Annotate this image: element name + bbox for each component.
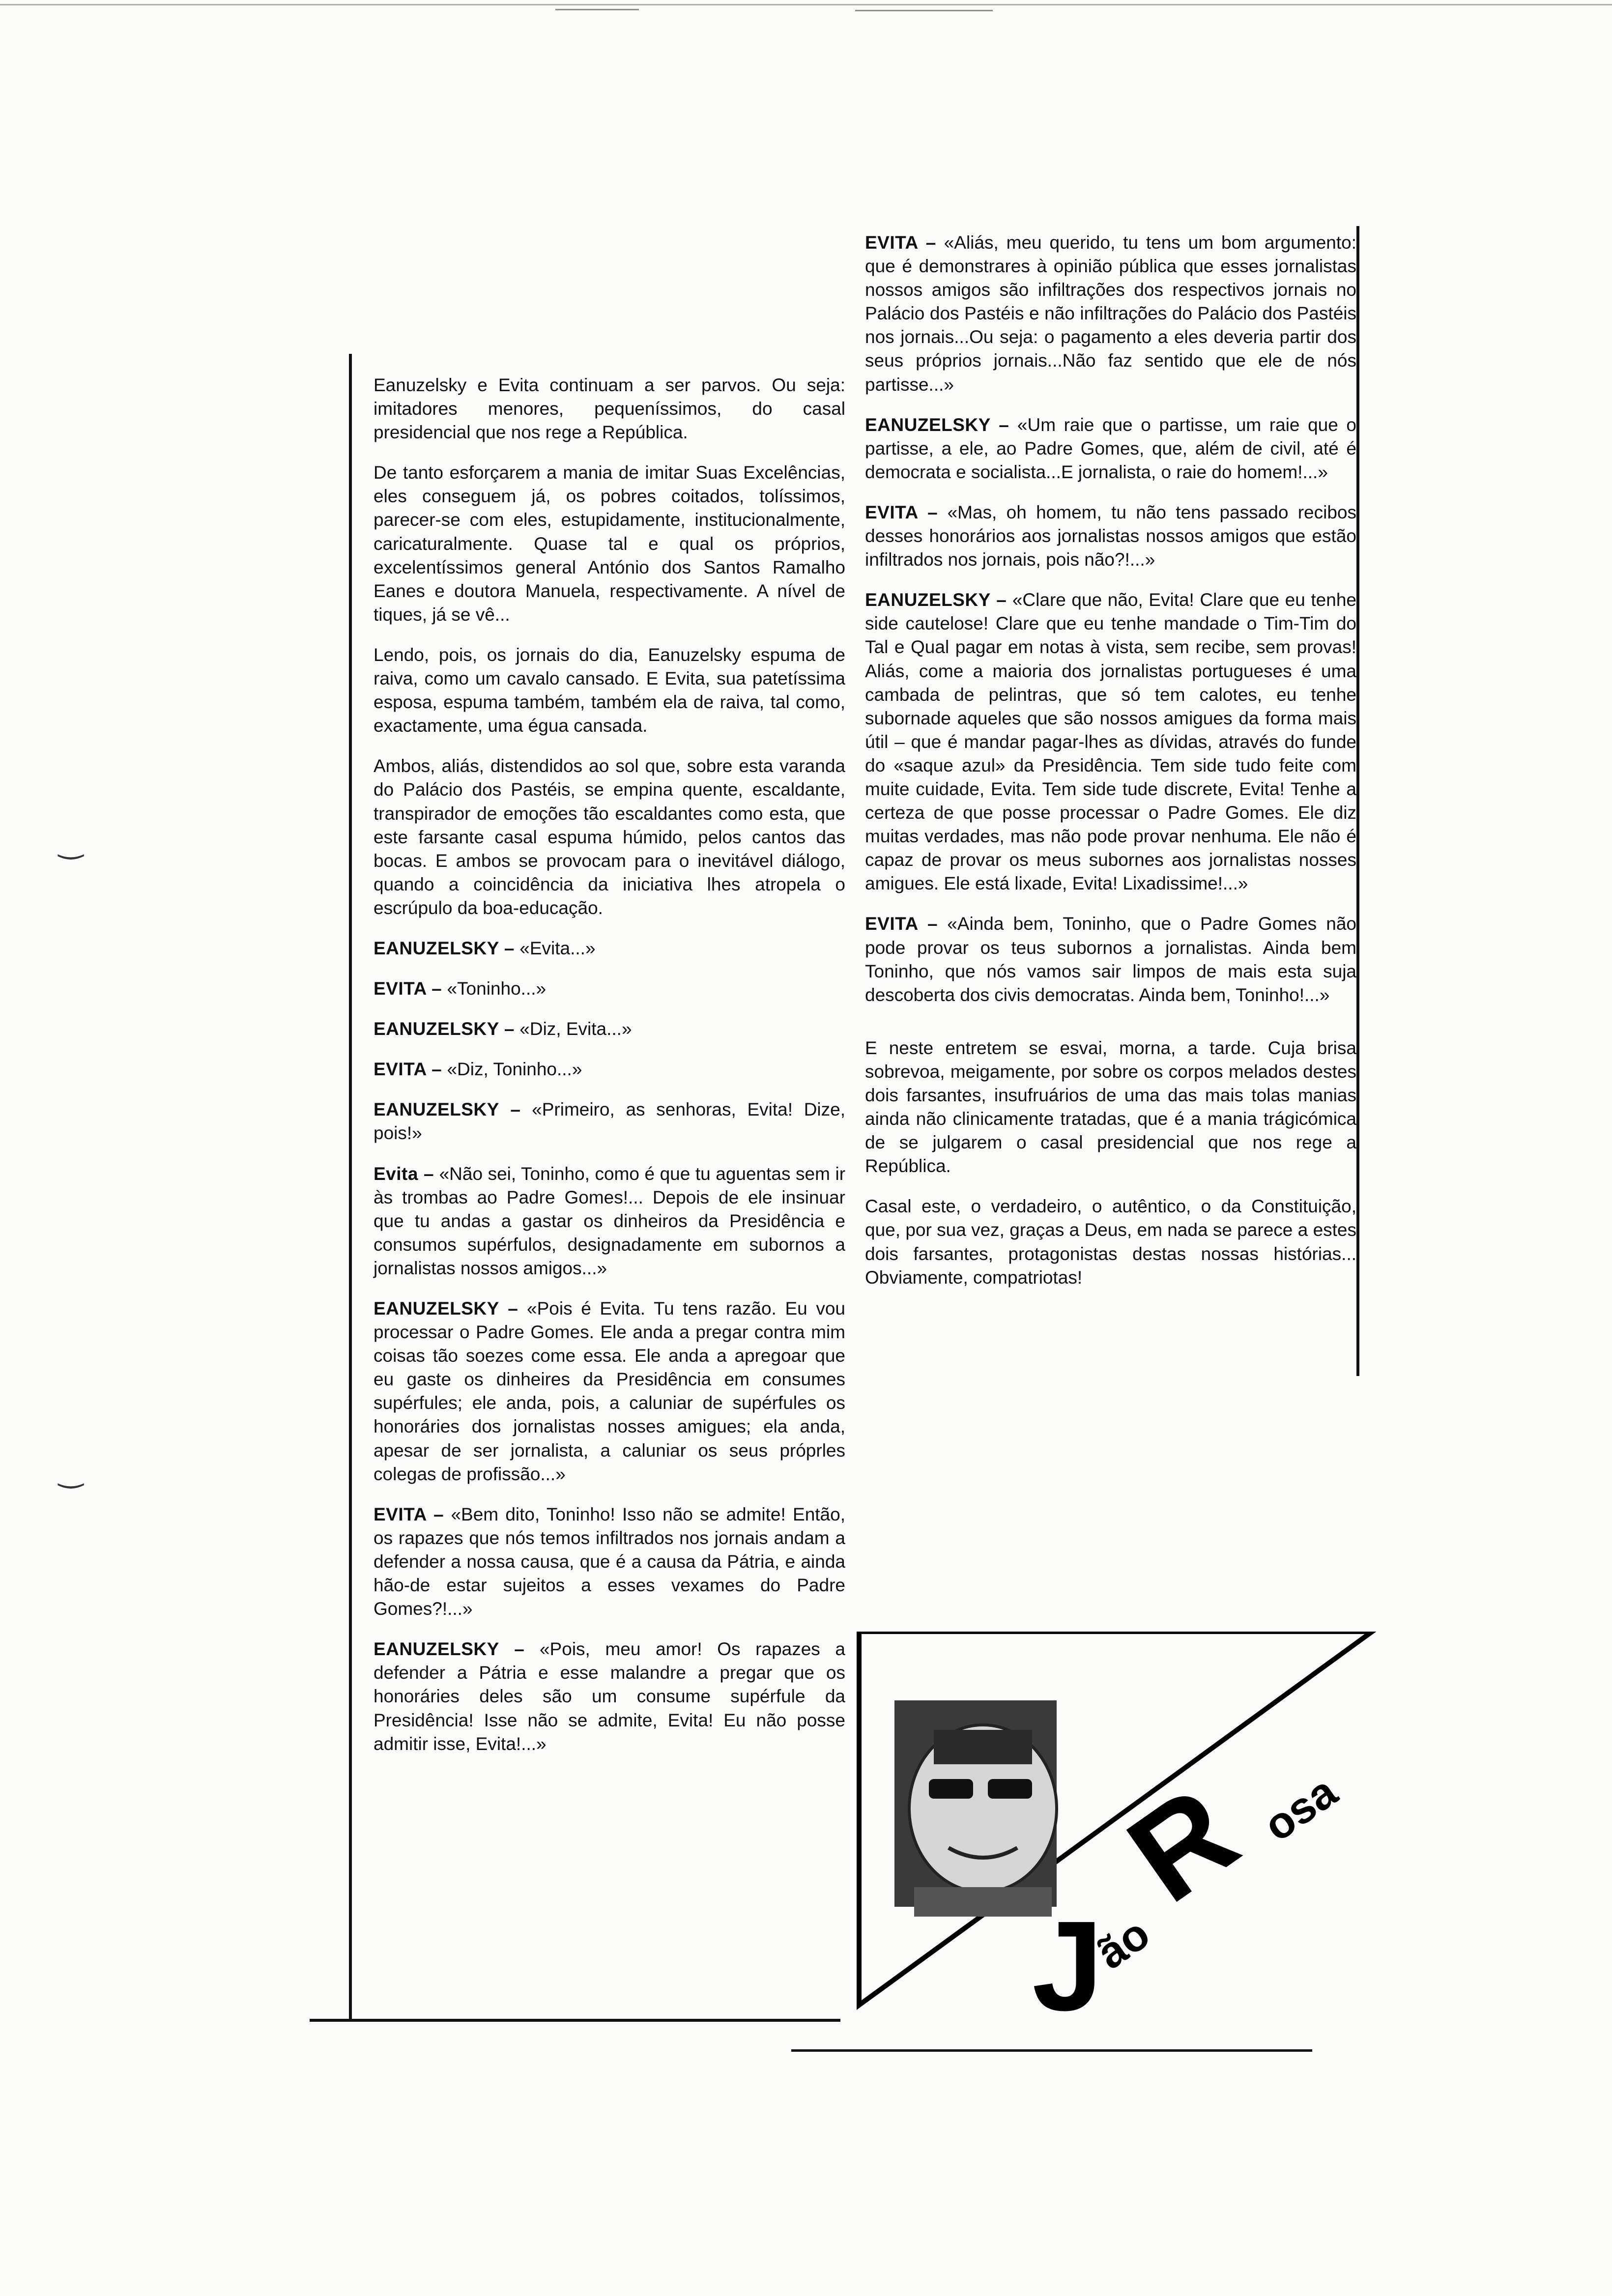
dialogue-line: EVITA – «Aliás, meu querido, tu tens um bom argumento: que é demonstrares à opinião pública que esses jornalistas nossos amigos são infiltrações dos respectivos jornais no Palácio dos Pastéis e não infiltrações do Palácio dos Pastéis nos jornais...Ou seja: o pagamento a eles deveria partir dos seus próprios jornais...Não faz sentido que ele de nós partisse...» <box>865 232 1356 395</box>
author-signature-box <box>855 1632 1376 2015</box>
dialogue-line: EVITA – «Toninho...» <box>374 978 547 999</box>
paragraph: E neste entretem se esvai, morna, a tarde. Cuja brisa sobrevoa, meigamente, por sobre os corpos melados destes dois farsantes, insufruários de uma das mais tolas manias ainda não clinicamente tratadas, que é a mania trágicómica de se julgarem o casal presidencial que nos rege a República. <box>865 1037 1356 1177</box>
dialogue-line: EVITA – «Mas, oh homem, tu não tens passado recibos desses honorários aos jornalistas nossos amigos que estão infiltrados nos jornais, pois não?!...» <box>865 502 1357 570</box>
dialogue-line: EANUZELSKY – «Evita...» <box>374 938 596 958</box>
punch-hole-mark: ‿ <box>59 1455 83 1489</box>
dialogue-line: EANUZELSKY – «Primeiro, as senhoras, Evita! Dize, pois!» <box>374 1099 845 1144</box>
dialogue-line: EVITA – «Ainda bem, Toninho, que o Padre Gomes não pode provar os teus subornos a jornalistas. Ainda bem Toninho, que nós vamos sair limpos de mais esta suja descoberta dos civis democratas. Ainda bem, Toninho!...» <box>865 914 1356 1005</box>
left-column-rule <box>349 354 352 2020</box>
dialogue-line: Evita – «Não sei, Toninho, como é que tu aguentas sem ir às trombas ao Padre Gomes!... Depois de ele insinuar que tu andas a gastar os dinheiros da Presidência e consumos supérfulos, designadamente em subornos a jornalistas nossos amigos...» <box>374 1163 846 1278</box>
dialogue-line: EANUZELSKY – «Pois, meu amor! Os rapazes a defender a Pátria e esse malandre a pregar que os honoráries deles são um consume supérfule da Presidência! Isse não se admite, Evita! Eu não posse admitir isse, Evita!...» <box>374 1639 846 1754</box>
paragraph: De tanto esforçarem a mania de imitar Suas Excelências, eles conseguem já, os pobres coitados, tolíssimos, parecer-se com eles, estupidamente, institucionalmente, caricaturalmente. Quase tal e qual os próprios, excelentíssimos general António dos Santos Ramalho Eanes e doutora Manuela, respectivamente. A nível de tiques, já se vê... <box>374 462 845 625</box>
author-initial-last: R <box>1103 1759 1261 1929</box>
paragraph: Casal este, o verdadeiro, o autêntico, o da Constituição, que, por sua vez, graças a Deus, em nada se parece a estes dois farsantes, protagonistas destas nossas histórias... Obviamente, compatriotas! <box>865 1196 1356 1288</box>
bottom-rule-right <box>791 2049 1312 2052</box>
dialogue-line: EANUZELSKY – «Pois é Evita. Tu tens razão. Eu vou processar o Padre Gomes. Ele anda a pregar contra mim coisas tão soezes come essa. Ele anda a apregoar que eu gaste os dinheires da Presidência em consumes supérfules; ele anda, pois, a caluniar de supérfules os honoráries dos jornalistas nosses amigues; ela anda, apesar de ser jornalista, a caluniar os seus próprles colegas de profissão...» <box>374 1298 845 1484</box>
scan-edge-line <box>555 9 639 10</box>
author-graphic <box>855 1632 1376 2015</box>
author-initial-first: J <box>1032 1895 1103 2015</box>
right-column <box>865 231 1356 1306</box>
author-portrait <box>894 1700 1057 1917</box>
bottom-rule <box>310 2019 840 2022</box>
author-last-name-rest: osa <box>1255 1767 1346 1851</box>
dialogue-line: EVITA – «Diz, Toninho...» <box>374 1059 582 1080</box>
paragraph: Ambos, aliás, distendidos ao sol que, sobre esta varanda do Palácio dos Pastéis, se empina quente, escaldante, transpirador de emoções tão escaldantes como esta, que este farsante casal espuma húmido, pelos cantos das bocas. E ambos se provocam para o inevitável diálogo, quando a coincidência da iniciativa lhes atropela o escrúpulo da boa-educação. <box>374 756 845 918</box>
dialogue-line: EANUZELSKY – «Um raie que o partisse, um raie que o partisse, a ele, ao Padre Gomes, que, além de civil, até é democrata e socialista...E jornalista, o raie do homem!...» <box>865 414 1356 482</box>
dialogue-line: EVITA – «Bem dito, Toninho! Isso não se admite! Então, os rapazes que nós temos infiltrados nos jornais andam a defender a nossa causa, que é a causa da Pátria, e ainda hão-de estar sujeitos a esses vexames do Padre Gomes?!...» <box>374 1504 845 1619</box>
author-name <box>1032 1760 1346 2015</box>
scan-edge-line <box>0 4 1612 5</box>
author-first-name-rest: ão <box>1088 1909 1159 1979</box>
left-column <box>374 373 845 1773</box>
paragraph: Lendo, pois, os jornais do dia, Eanuzelsky espuma de raiva, como um cavalo cansado. E Evita, sua patetíssima esposa, espuma também, também ela de raiva, tal como, exactamente, uma égua cansada. <box>374 644 845 736</box>
dialogue-line: EANUZELSKY – «Diz, Evita...» <box>374 1019 632 1039</box>
dialogue-line: EANUZELSKY – «Clare que não, Evita! Clare que eu tenhe side cautelose! Clare que eu tenhe mandade o Tim-Tim do Tal e Qual pagar em notas à vista, sem recibe, sem provas! Aliás, come a maioria dos jornalistas portugueses é uma cambada de pelintras, que só tem calotes, eu tenhe subornade aqueles que são nossos amigues da forma mais útil – que é mandar pagar-lhes as dívidas, através do funde do «saque azul» da Presidência. Tem side tudo feite com muite cuidade, Evita. Tem side tude discrete, Evita! Tenhe a certeza de que posse processar o Padre Gomes. Ele diz muitas verdades, mas não pode provar nenhuma. Ele não é capaz de provar os meus subornes aos jornalistas nosses amigues. Ele está lixade, Evita! Lixadissime!...» <box>865 590 1356 894</box>
scan-edge-line <box>855 10 993 11</box>
paragraph: Eanuzelsky e Evita continuam a ser parvos. Ou seja: imitadores menores, pequeníssimos, do casal presidencial que nos rege a República. <box>374 375 845 443</box>
punch-hole-mark: ‿ <box>59 826 83 860</box>
right-column-rule <box>1356 226 1359 1376</box>
